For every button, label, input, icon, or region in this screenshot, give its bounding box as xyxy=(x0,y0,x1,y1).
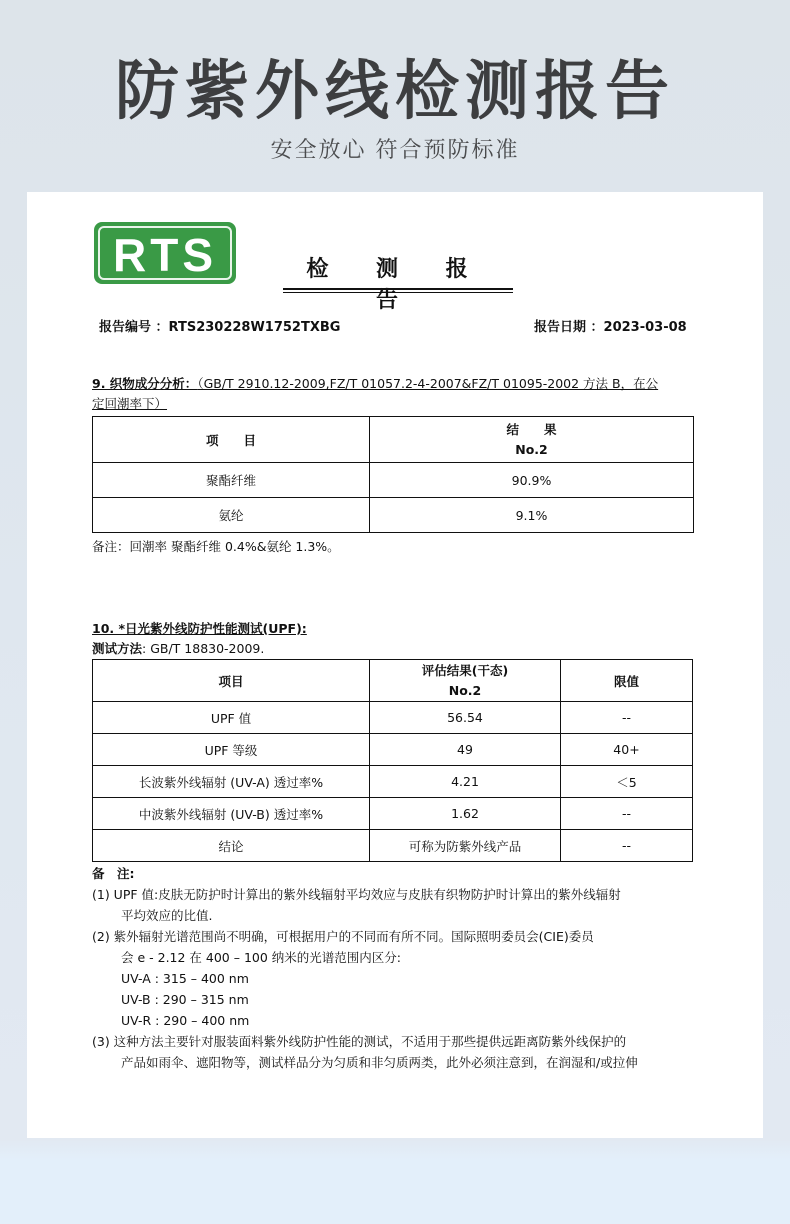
section9-method-line2: 定回潮率下） xyxy=(92,396,168,411)
row-item: 结论 xyxy=(93,830,370,862)
note-1-line-b: 平均效应的比值. xyxy=(121,908,213,923)
table-row xyxy=(93,798,693,830)
uvr-range: UV-R : 290 – 400 nm xyxy=(121,1013,250,1028)
heading-rule-thin xyxy=(283,292,513,293)
col-result-header xyxy=(370,660,561,702)
method-value: : GB/T 18830-2009. xyxy=(142,641,265,656)
uva-range: UV-A : 315 – 400 nm xyxy=(121,971,249,986)
report-heading: 检 测 报 告 xyxy=(306,257,488,313)
row-value: 4.21 xyxy=(370,766,561,798)
report-number-value: RTS230228W1752TXBG xyxy=(168,320,341,335)
uvb-range: UV-B : 290 – 315 nm xyxy=(121,992,249,1007)
table-row xyxy=(93,830,693,862)
notes-block xyxy=(92,863,702,1073)
row-value: 1.62 xyxy=(370,798,561,830)
notes-title: 备 注: xyxy=(92,866,135,881)
row-item: 长波紫外线辐射 (UV-A) 透过率% xyxy=(93,766,370,798)
col-result-header xyxy=(370,417,694,463)
table-row xyxy=(93,734,693,766)
section9-heading: 9. 织物成分分析： xyxy=(92,376,198,391)
rts-logo-text: RTS xyxy=(98,226,232,280)
row-value: 可称为防紫外线产品 xyxy=(370,830,561,862)
rts-logo xyxy=(94,222,236,284)
col-limit-header: 限值 xyxy=(561,660,693,702)
col-sample-label: No.2 xyxy=(515,441,548,457)
table-row xyxy=(93,463,694,498)
row-limit: -- xyxy=(561,702,693,734)
row-value: 9.1% xyxy=(370,498,694,533)
composition-table xyxy=(92,416,694,533)
section9-method-line1: （GB/T 2910.12-2009,FZ/T 01057.2-4-2007&FZ/T 01095-2002 方法 B，在公 xyxy=(197,376,659,391)
note-2-line-a: (2) 紫外辐射光谱范围尚不明确，可根据用户的不同而有所不同。国际照明委员会(CIE)委员 xyxy=(92,929,594,944)
table-row xyxy=(93,766,693,798)
hero-title: 防紫外线检测报告 xyxy=(115,55,675,129)
col-result-label: 评估结果(干态) xyxy=(421,662,509,678)
upf-table xyxy=(92,659,693,862)
report-number-label: 报告编号 ： xyxy=(99,320,169,335)
method-label: 测试方法 xyxy=(92,641,143,656)
table-row xyxy=(93,498,694,533)
section10-method xyxy=(92,639,697,659)
row-limit: 40+ xyxy=(561,734,693,766)
section9-remark: 备注：回潮率 聚酯纤维 0.4%&氨纶 1.3%。 xyxy=(92,539,340,554)
note-1-line-a: (1) UPF 值:皮肤无防护时计算出的紫外线辐射平均效应与皮肤有织物防护时计算出的紫外线辐射 xyxy=(92,887,621,902)
heading-rule xyxy=(283,288,513,290)
col-item-header: 项目 xyxy=(93,660,370,702)
hero-subtitle: 安全放心 符合预防标准 xyxy=(270,138,520,163)
table-header-row xyxy=(93,417,694,463)
note-2-line-b: 会 e - 2.12 在 400 – 100 纳米的光谱范围内区分: xyxy=(121,950,401,965)
row-item: 聚酯纤维 xyxy=(93,463,370,498)
table-header-row xyxy=(93,660,693,702)
row-item: 中波紫外线辐射 (UV-B) 透过率% xyxy=(93,798,370,830)
row-item: UPF 等级 xyxy=(93,734,370,766)
row-value: 56.54 xyxy=(370,702,561,734)
row-item: 氨纶 xyxy=(93,498,370,533)
report-date-value: 2023-03-08 xyxy=(603,320,687,335)
section9-title xyxy=(92,374,697,414)
table-row xyxy=(93,702,693,734)
note-3-line-b: 产品如雨伞、遮阳物等，测试样品分为匀质和非匀质两类，此外必须注意到，在润湿和/或拉伸 xyxy=(121,1055,638,1070)
report-paper xyxy=(27,192,763,1138)
report-date-label: 报告日期 ： xyxy=(534,320,604,335)
row-limit: -- xyxy=(561,798,693,830)
report-date xyxy=(534,316,687,335)
col-sample-label: No.2 xyxy=(448,682,482,698)
row-item: UPF 值 xyxy=(93,702,370,734)
section10-title: 10. *日光紫外线防护性能测试(UPF): xyxy=(92,621,307,636)
col-result-label: 结 果 xyxy=(506,421,557,437)
row-value: 90.9% xyxy=(370,463,694,498)
row-value: 49 xyxy=(370,734,561,766)
row-limit: ＜5 xyxy=(561,766,693,798)
row-limit: -- xyxy=(561,830,693,862)
report-number xyxy=(99,316,340,335)
col-item-header: 项 目 xyxy=(93,417,370,463)
note-3-line-a: (3) 这种方法主要针对服装面料紫外线防护性能的测试，不适用于那些提供远距离防紫外线保护的 xyxy=(92,1034,627,1049)
